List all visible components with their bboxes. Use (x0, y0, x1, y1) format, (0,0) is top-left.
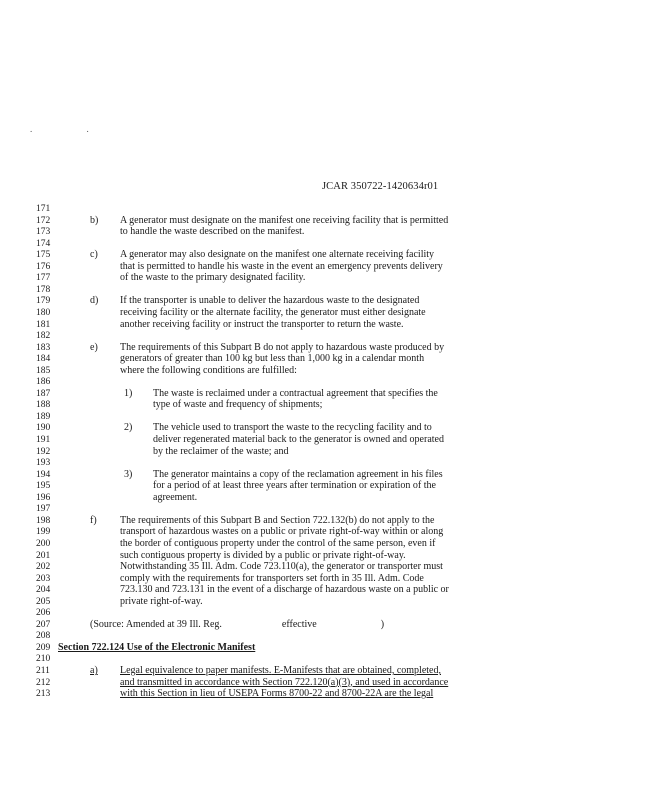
document-line (0, 238, 671, 250)
line-text: transport of hazardous wastes on a public or private right-of-way within or along (120, 526, 444, 538)
line-number: 172 (36, 215, 51, 226)
document-line (0, 342, 671, 354)
document-line (0, 573, 671, 585)
line-number: 195 (36, 481, 51, 492)
line-number: 177 (36, 273, 51, 284)
subsection-label: b) (90, 214, 99, 226)
subsection-label: f) (90, 514, 97, 526)
source-note-prefix: (Source: Amended at 39 Ill. Reg. (90, 618, 222, 630)
line-text: another receiving facility or instruct the transporter to return the waste. (120, 318, 404, 330)
line-number: 182 (36, 331, 51, 342)
source-note (90, 619, 384, 631)
document-line (0, 653, 671, 665)
document-line (0, 469, 671, 481)
line-text: Notwithstanding 35 Ill. Adm. Code 723.110(a), the generator or transporter must (120, 561, 443, 573)
line-number: 191 (36, 435, 51, 445)
line-number: 176 (36, 261, 51, 272)
line-number: 179 (36, 296, 51, 307)
line-number: 173 (36, 227, 51, 238)
line-text: by the reclaimer of the waste; and (153, 445, 289, 457)
line-number: 188 (36, 400, 51, 411)
subsection-label: a) (90, 665, 98, 676)
line-text: The vehicle used to transport the waste to the recycling facility and to (153, 422, 432, 434)
line-text: the border of contiguous property under the control of the same person, even if (120, 537, 436, 549)
line-text: of the waste to the primary designated facility. (120, 272, 306, 284)
line-number: 204 (36, 585, 51, 596)
line-text: where the following conditions are fulfilled: (120, 364, 297, 376)
document-line (0, 215, 671, 227)
source-note-close: ) (380, 618, 385, 630)
line-number: 206 (36, 608, 51, 619)
document-line (0, 561, 671, 573)
line-text: 723.130 and 723.131 in the event of a discharge of hazardous waste on a public or (120, 584, 449, 596)
line-number: 213 (36, 689, 51, 700)
legal-equivalence-part: Section 722.120(a)(3) (262, 676, 351, 688)
document-line (0, 203, 671, 215)
subsection-label: c) (90, 249, 98, 261)
document-line (0, 422, 671, 434)
document-line (0, 677, 671, 689)
line-number: 178 (36, 284, 51, 295)
document-line (0, 538, 671, 550)
line-text: such contiguous property is divided by a public or private right-of-way. (120, 549, 406, 561)
document-line (0, 272, 671, 284)
line-text: for a period of at least three years after termination or expiration of the (153, 480, 436, 492)
line-number: 186 (36, 377, 51, 388)
legal-equivalence-part: , and used in accordance (350, 676, 449, 688)
line-number: 175 (36, 250, 51, 261)
line-number: 207 (36, 619, 51, 630)
line-text: A generator must designate on the manifest one receiving facility that is permitted (120, 214, 449, 226)
document-line (0, 284, 671, 296)
line-text: The requirements of this Subpart B do not apply to hazardous waste produced by (120, 341, 445, 353)
legal-equivalence-part: Section in lieu of USEPA Forms 8700-22 (157, 688, 323, 700)
document-line (0, 630, 671, 642)
line-number: 209 (36, 642, 51, 653)
document-line (0, 596, 671, 608)
subsection-label: 1) (124, 387, 133, 399)
legal-equivalence-rest: E-Manifests that are obtained, completed, (271, 665, 441, 676)
document-line (0, 492, 671, 504)
line-number: 180 (36, 307, 51, 318)
subsection-label: 2) (124, 422, 133, 434)
line-text: If the transporter is unable to deliver the hazardous waste to the designated (120, 295, 420, 307)
line-text: The waste is reclaimed under a contractual agreement that specifies the (153, 387, 438, 399)
line-number: 197 (36, 504, 51, 515)
document-line (0, 434, 671, 446)
line-number: 189 (36, 411, 51, 422)
line-number: 171 (36, 204, 51, 214)
line-text (120, 688, 433, 700)
line-text: generators of greater than 100 kg but less than 1,000 kg in a calendar month (120, 353, 425, 365)
document-line (0, 688, 671, 700)
line-text: deliver regenerated material back to the generator is owned and operated (153, 434, 444, 445)
document-line (0, 607, 671, 619)
document-line (0, 480, 671, 492)
document-line (0, 619, 671, 631)
line-number: 193 (36, 458, 51, 469)
line-number: 192 (36, 446, 51, 457)
line-text: A generator may also designate on the manifest one alternate receiving facility (120, 249, 435, 261)
line-number: 208 (36, 631, 51, 642)
line-number: 205 (36, 596, 51, 607)
scan-specks: . . (30, 124, 115, 134)
line-number: 199 (36, 527, 51, 538)
line-number: 212 (36, 677, 51, 688)
line-number: 190 (36, 423, 51, 434)
subsection-label: e) (90, 341, 98, 353)
document-line (0, 446, 671, 458)
document-line (0, 665, 671, 677)
document-reference: JCAR 350722-1420634r01 (322, 181, 439, 192)
subsection-label: 3) (124, 468, 133, 480)
line-number: 184 (36, 354, 51, 365)
line-number: 203 (36, 573, 51, 584)
line-text: The requirements of this Subpart B and Section 722.132(b) do not apply to the (120, 514, 435, 526)
line-text: that is permitted to handle his waste in the event an emergency prevents delivery (120, 260, 443, 272)
line-number: 183 (36, 342, 51, 353)
line-text: to handle the waste described on the manifest. (120, 226, 305, 238)
document-line (0, 457, 671, 469)
line-number: 198 (36, 515, 51, 526)
subsection-label: d) (90, 295, 99, 307)
document-line (0, 515, 671, 527)
document-line (0, 411, 671, 423)
section-heading: Section 722.124 Use of the Electronic Manifest (58, 641, 256, 653)
line-text: The generator maintains a copy of the reclamation agreement in his files (153, 468, 443, 480)
document-line (0, 388, 671, 400)
document-line (0, 307, 671, 319)
line-number: 211 (36, 666, 50, 676)
line-text: private right-of-way. (120, 595, 203, 607)
legal-equivalence-part: and transmitted in accordance with (120, 676, 263, 688)
line-number: 202 (36, 562, 51, 573)
document-line (0, 503, 671, 515)
document-line (0, 550, 671, 562)
legal-equivalence-part: with this (120, 688, 158, 700)
document-line (0, 261, 671, 273)
line-number: 174 (36, 238, 51, 249)
document-line (0, 584, 671, 596)
line-number: 194 (36, 469, 51, 480)
document-line (0, 353, 671, 365)
document-line (0, 295, 671, 307)
line-number: 187 (36, 388, 51, 399)
line-number: 196 (36, 492, 51, 503)
line-number: 181 (36, 319, 51, 330)
line-number: 200 (36, 538, 51, 549)
document-line (0, 330, 671, 342)
legal-equivalence-part: and 8700-22A are the legal (322, 688, 434, 700)
line-text: agreement. (153, 491, 198, 503)
source-note-effective: effective (281, 618, 317, 630)
document-line (0, 319, 671, 331)
line-text: comply with the requirements for transporters set forth in 35 Ill. Adm. Code (120, 572, 424, 584)
legal-equivalence-lead: Legal equivalence to paper manifests. (120, 665, 272, 676)
line-number: 185 (36, 365, 51, 376)
document-line (0, 526, 671, 538)
document-line (0, 399, 671, 411)
line-text (120, 665, 441, 677)
document-line (0, 642, 671, 654)
line-number: 210 (36, 654, 51, 665)
document-line (0, 226, 671, 238)
line-text (120, 677, 448, 689)
document-line (0, 249, 671, 261)
document-line (0, 376, 671, 388)
line-number: 201 (36, 550, 51, 561)
line-text: receiving facility or the alternate facility, the generator must either designate (120, 306, 426, 318)
line-text: type of waste and frequency of shipments; (153, 399, 323, 411)
document-line (0, 365, 671, 377)
